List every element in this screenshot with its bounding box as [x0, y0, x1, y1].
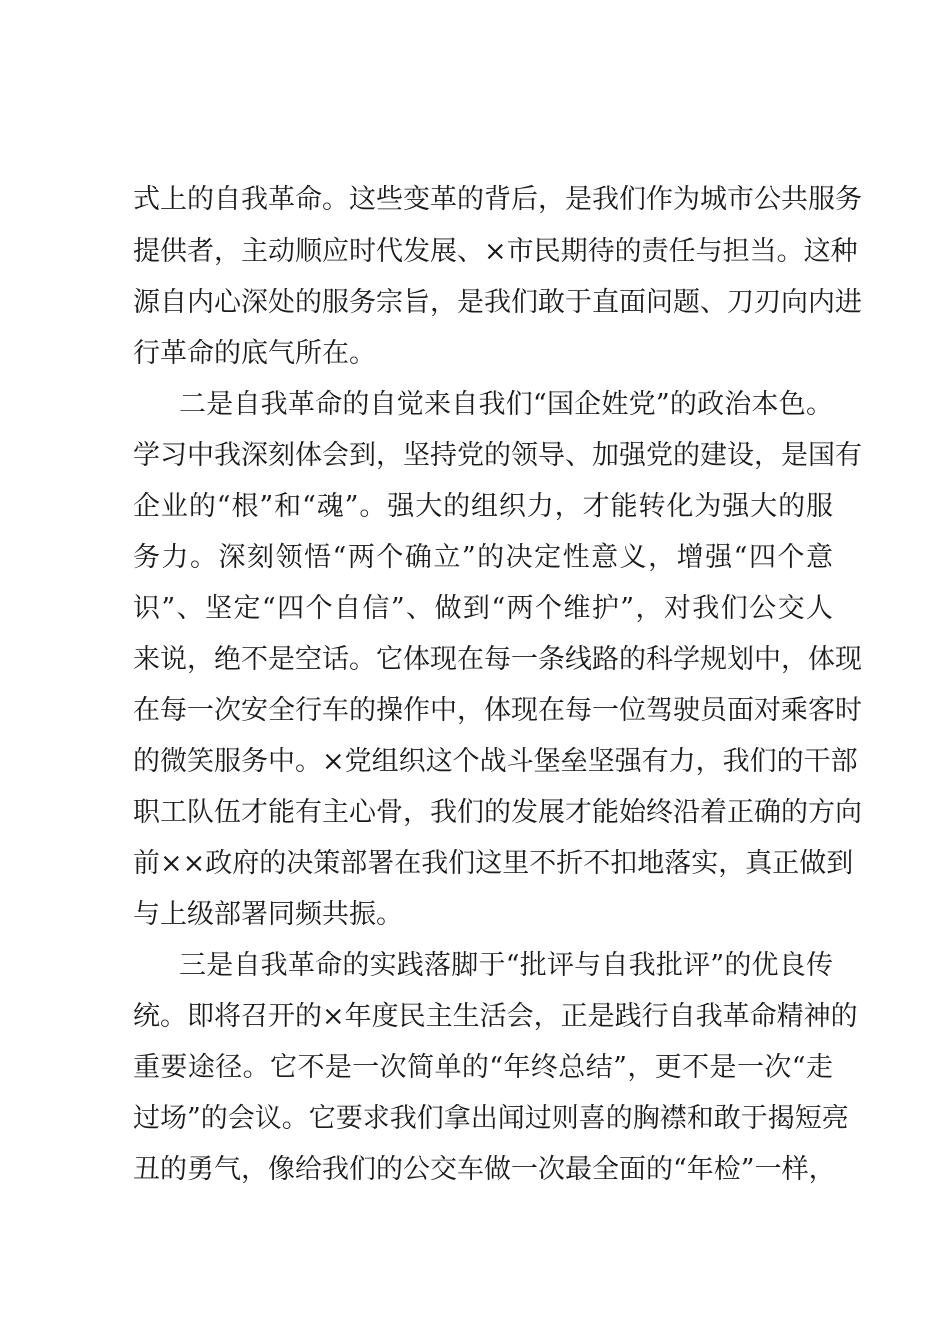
text-line: 企业的“根”和“魂”。强大的组织力，才能转化为强大的服: [133, 491, 833, 522]
text-line: 重要途径。它不是一次简单的“年终总结”，更不是一次“走: [133, 1052, 833, 1083]
text-line: 与上级部署同频共振。: [133, 899, 403, 930]
text-line: 学习中我深刻体会到，坚持党的领导、加强党的建设，是国有: [133, 440, 862, 471]
text-line: 务力。深刻领悟“两个确立”的决定性意义，增强“四个意: [133, 542, 833, 573]
paragraph-first-line: 二是自我革命的自觉来自我们“国企姓党”的政治本色。: [179, 389, 833, 420]
text-line: 式上的自我革命。这些变革的背后，是我们作为城市公共服务: [133, 184, 862, 215]
text-line: 来说，绝不是空话。它体现在每一条线路的科学规划中，体现: [133, 644, 862, 675]
text-line: 提供者，主动顺应时代发展、×市民期待的责任与担当。这种: [133, 236, 858, 267]
text-line: 源自内心深处的服务宗旨，是我们敢于直面问题、刀刃向内进: [133, 287, 862, 318]
text-line: 的微笑服务中。×党组织这个战斗堡垒坚强有力，我们的干部: [133, 746, 858, 777]
text-line: 过场”的会议。它要求我们拿出闻过则喜的胸襟和敢于揭短亮: [133, 1103, 849, 1134]
paragraph-first-line: 三是自我革命的实践落脚于“批评与自我批评”的优良传: [179, 950, 833, 981]
text-line: 统。即将召开的×年度民主生活会，正是践行自我革命精神的: [133, 1001, 858, 1032]
text-line: 丑的勇气，像给我们的公交车做一次最全面的“年检”一样，: [133, 1154, 836, 1185]
text-line: 职工队伍才能有主心骨，我们的发展才能始终沿着正确的方向: [133, 797, 862, 828]
text-line: 在每一次安全行车的操作中，体现在每一位驾驶员面对乘客时: [133, 695, 862, 726]
text-line: 识”、坚定“四个自信”、做到“两个维护”，对我们公交人: [133, 593, 833, 624]
text-line: 行革命的底气所在。: [133, 338, 376, 369]
text-line: 前××政府的决策部署在我们这里不折不扣地落实，真正做到: [133, 848, 854, 879]
